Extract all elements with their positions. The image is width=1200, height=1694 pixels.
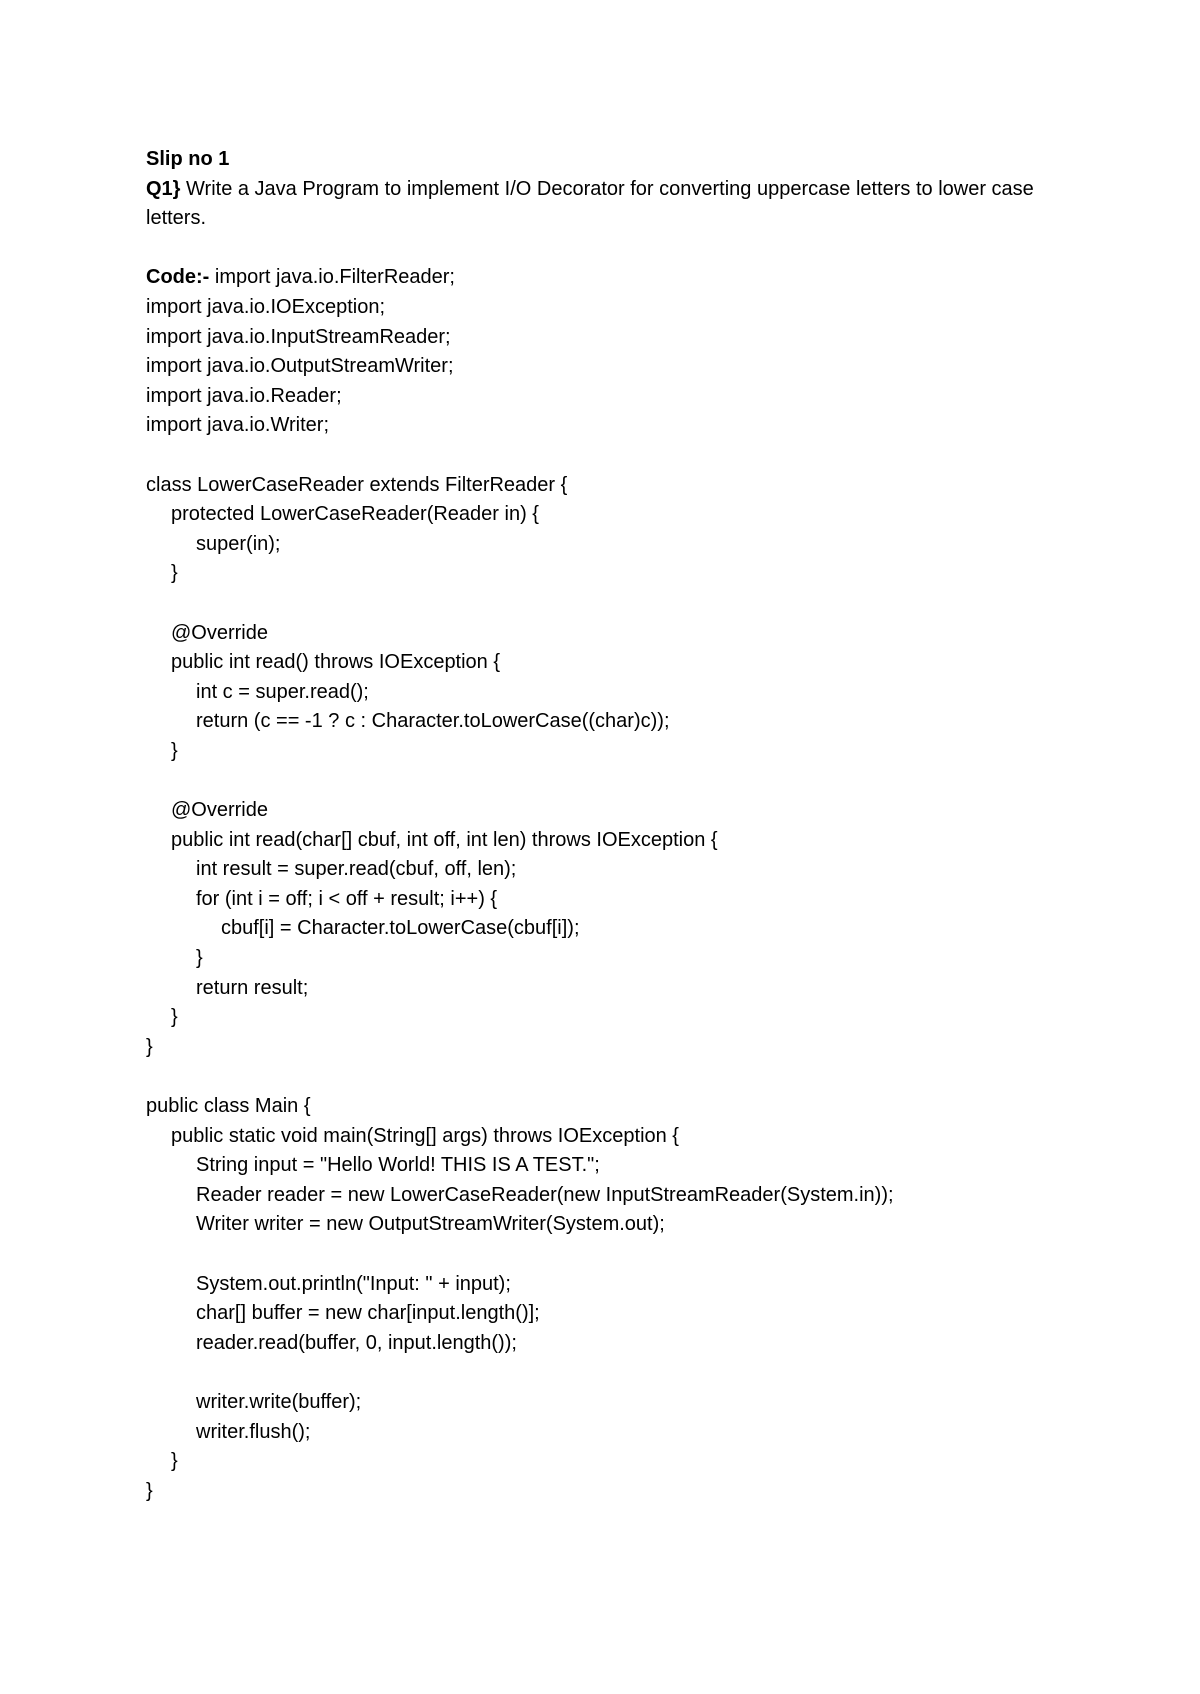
code-line: } <box>171 1450 178 1473</box>
code-line: } <box>146 1479 153 1502</box>
code-line: } <box>171 1006 178 1029</box>
code-line: return result; <box>196 976 309 999</box>
code-line: cbuf[i] = Character.toLowerCase(cbuf[i]); <box>221 917 580 940</box>
blank-line <box>146 766 1066 796</box>
question-label: Q1} <box>146 177 181 200</box>
code-line: class LowerCaseReader extends FilterReader { <box>146 473 568 496</box>
code-block <box>146 293 1066 1506</box>
code-line: public static void main(String[] args) throws IOException { <box>171 1124 679 1147</box>
blank-line <box>146 1358 1066 1388</box>
blank-line <box>146 441 1066 471</box>
code-line: int result = super.read(cbuf, off, len); <box>196 858 517 881</box>
document-content <box>146 145 1066 1506</box>
code-label: Code:- <box>146 266 210 289</box>
code-line: import java.io.InputStreamReader; <box>146 325 451 348</box>
code-line: writer.flush(); <box>196 1420 311 1443</box>
code-line: import java.io.OutputStreamWriter; <box>146 355 454 378</box>
code-first-line <box>146 263 1066 293</box>
question-paragraph <box>146 175 1066 234</box>
code-line: int c = super.read(); <box>196 680 369 703</box>
code-line: import java.io.Writer; <box>146 414 330 437</box>
code-line: protected LowerCaseReader(Reader in) { <box>171 503 539 526</box>
code-line: @Override <box>171 621 268 644</box>
code-line: return (c == -1 ? c : Character.toLowerCase((char)c)); <box>196 710 670 733</box>
code-line: public class Main { <box>146 1095 311 1117</box>
code-line: writer.write(buffer); <box>196 1390 362 1413</box>
blank-line <box>146 1240 1066 1270</box>
code-line: } <box>171 739 178 762</box>
blank-line <box>146 589 1066 619</box>
slip-title: Slip no 1 <box>146 148 230 170</box>
code-line: String input = "Hello World! THIS IS A TEST."; <box>196 1154 600 1177</box>
code-line: import java.io.FilterReader; <box>209 266 455 289</box>
code-line: char[] buffer = new char[input.length()]; <box>196 1302 540 1325</box>
code-line: @Override <box>171 799 268 822</box>
blank-line <box>146 1062 1066 1092</box>
code-line: } <box>171 562 178 585</box>
question-text: Write a Java Program to implement I/O Decorator for converting uppercase letters to lower case letters. <box>146 177 1034 230</box>
code-line: reader.read(buffer, 0, input.length()); <box>196 1331 517 1354</box>
code-line: Reader reader = new LowerCaseReader(new InputStreamReader(System.in)); <box>196 1183 894 1206</box>
blank-line <box>146 234 1066 264</box>
code-line: System.out.println("Input: " + input); <box>196 1272 511 1295</box>
code-line: import java.io.IOException; <box>146 295 385 318</box>
code-line: public int read() throws IOException { <box>171 651 501 674</box>
code-line: Writer writer = new OutputStreamWriter(System.out); <box>196 1213 665 1236</box>
code-line: for (int i = off; i < off + result; i++) { <box>196 887 498 910</box>
code-line: public int read(char[] cbuf, int off, int len) throws IOException { <box>171 828 718 851</box>
code-line: import java.io.Reader; <box>146 384 342 407</box>
code-line: } <box>146 1035 153 1058</box>
code-line: } <box>196 947 203 970</box>
code-line: super(in); <box>196 532 281 555</box>
